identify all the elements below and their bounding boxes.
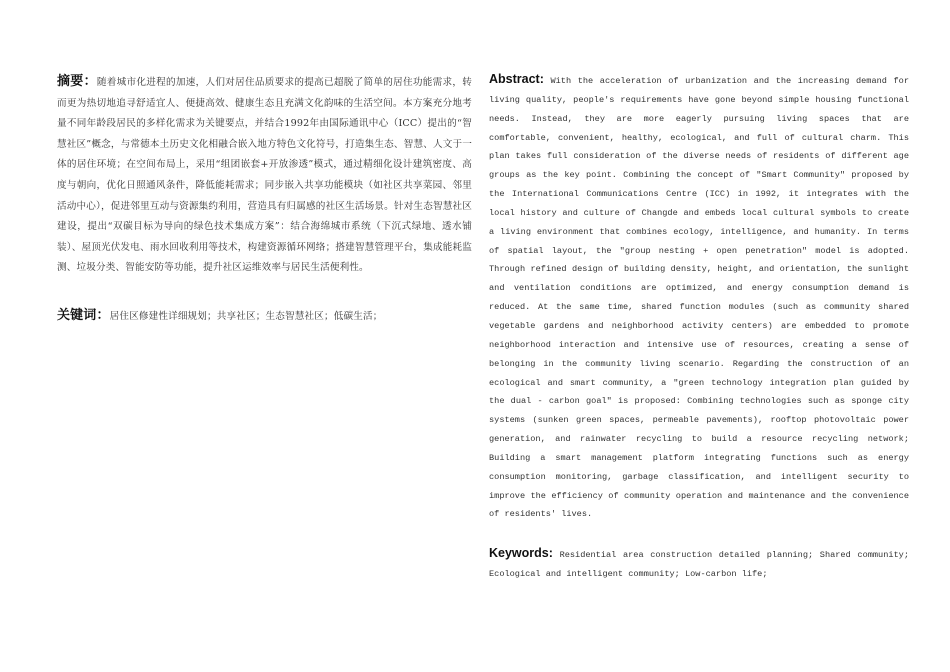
english-abstract-text: With the acceleration of urbanization and the increasing demand for living quality, people's requirements have gone beyond simple housing functional needs. Instead, they are more eagerly pursuing living spaces that are comfortable, convenient, healthy, ecological, and full of cultural charm. This plan takes full consideration of the diverse needs of residents of different age groups as the key point. Combining the concept of "Smart Community" proposed by the International Communications Centre (ICC) in 1992, it integrates with the local history and culture of Changde and embeds local cultural symbols to create a living environment that combines ecology, intelligence, and humanity. In terms of spatial layout, the "group nesting + open penetration" model is adopted. Through refined design of building density, height, and orientation, the sunlight and ventilation conditions are optimized, and energy consumption demand is reduced. At the same time, shared function modules (such as community shared vegetable gardens and neighborhood activity centers) are embedded to promote neighborhood interaction and intensive use of resources, creating a sense of belonging in the community living scenario. Regarding the construction of an ecological and smart community, a "green technology integration plan guided by the dual - carbon goal" is proposed: Combining technologies such as sponge city systems (sunken green spaces, permeable pavements), rooftop photovoltaic power generation, and rainwater recycling to build a resource recycling network; Building a smart management platform integrating functions such as energy consumption monitoring, garbage classification, and intelligent security to improve the efficiency of community operation and maintenance and the convenience of residents' lives. — [489, 76, 909, 520]
english-keywords-text: Residential area construction detailed planning; Shared community; Ecological and intelligent community; Low-carbon life; — [489, 550, 909, 580]
english-keywords — [489, 544, 909, 584]
english-abstract — [489, 70, 909, 524]
chinese-abstract-label: 摘要： — [57, 74, 97, 89]
chinese-abstract-column — [57, 72, 472, 328]
english-abstract-column — [489, 70, 909, 584]
chinese-keywords — [57, 306, 472, 328]
chinese-keywords-label: 关键词： — [57, 307, 110, 323]
english-keywords-label: Keywords: — [489, 546, 553, 561]
chinese-abstract-text: 随着城市化进程的加速，人们对居住品质要求的提高已超脱了简单的居住功能需求，转而更为热切地追寻舒适宜人、便捷高效、健康生态且充满文化韵味的生活空间。本方案充分地考量不同年龄段居民的多样化需求为关键要点，并结合1992年由国际通讯中心（ICC）提出的“智慧社区”概念，与常德本土历史文化相融合嵌入地方特色文化符号，打造集生态、智慧、人文于一体的居住环境；在空间布局上，采用“组团嵌套+开放渗透”模式，通过精细化设计建筑密度、高度与朝向，优化日照通风条件，降低能耗需求；同步嵌入共享功能模块（如社区共享菜园、邻里活动中心），促进邻里互动与资源集约利用，营造具有归属感的社区生活场景。针对生态智慧社区建设，提出“双碳目标为导向的绿色技术集成方案”：结合海绵城市系统（下沉式绿地、透水铺装）、屋顶光伏发电、雨水回收利用等技术，构建资源循环网络；搭建智慧管理平台，集成能耗监测、垃圾分类、智能安防等功能，提升社区运维效率与居民生活便利性。 — [57, 77, 473, 274]
chinese-keywords-text: 居住区修建性详细规划；共享社区；生态智慧社区；低碳生活； — [109, 310, 383, 322]
chinese-abstract — [57, 72, 472, 279]
english-abstract-label: Abstract: — [489, 72, 544, 86]
